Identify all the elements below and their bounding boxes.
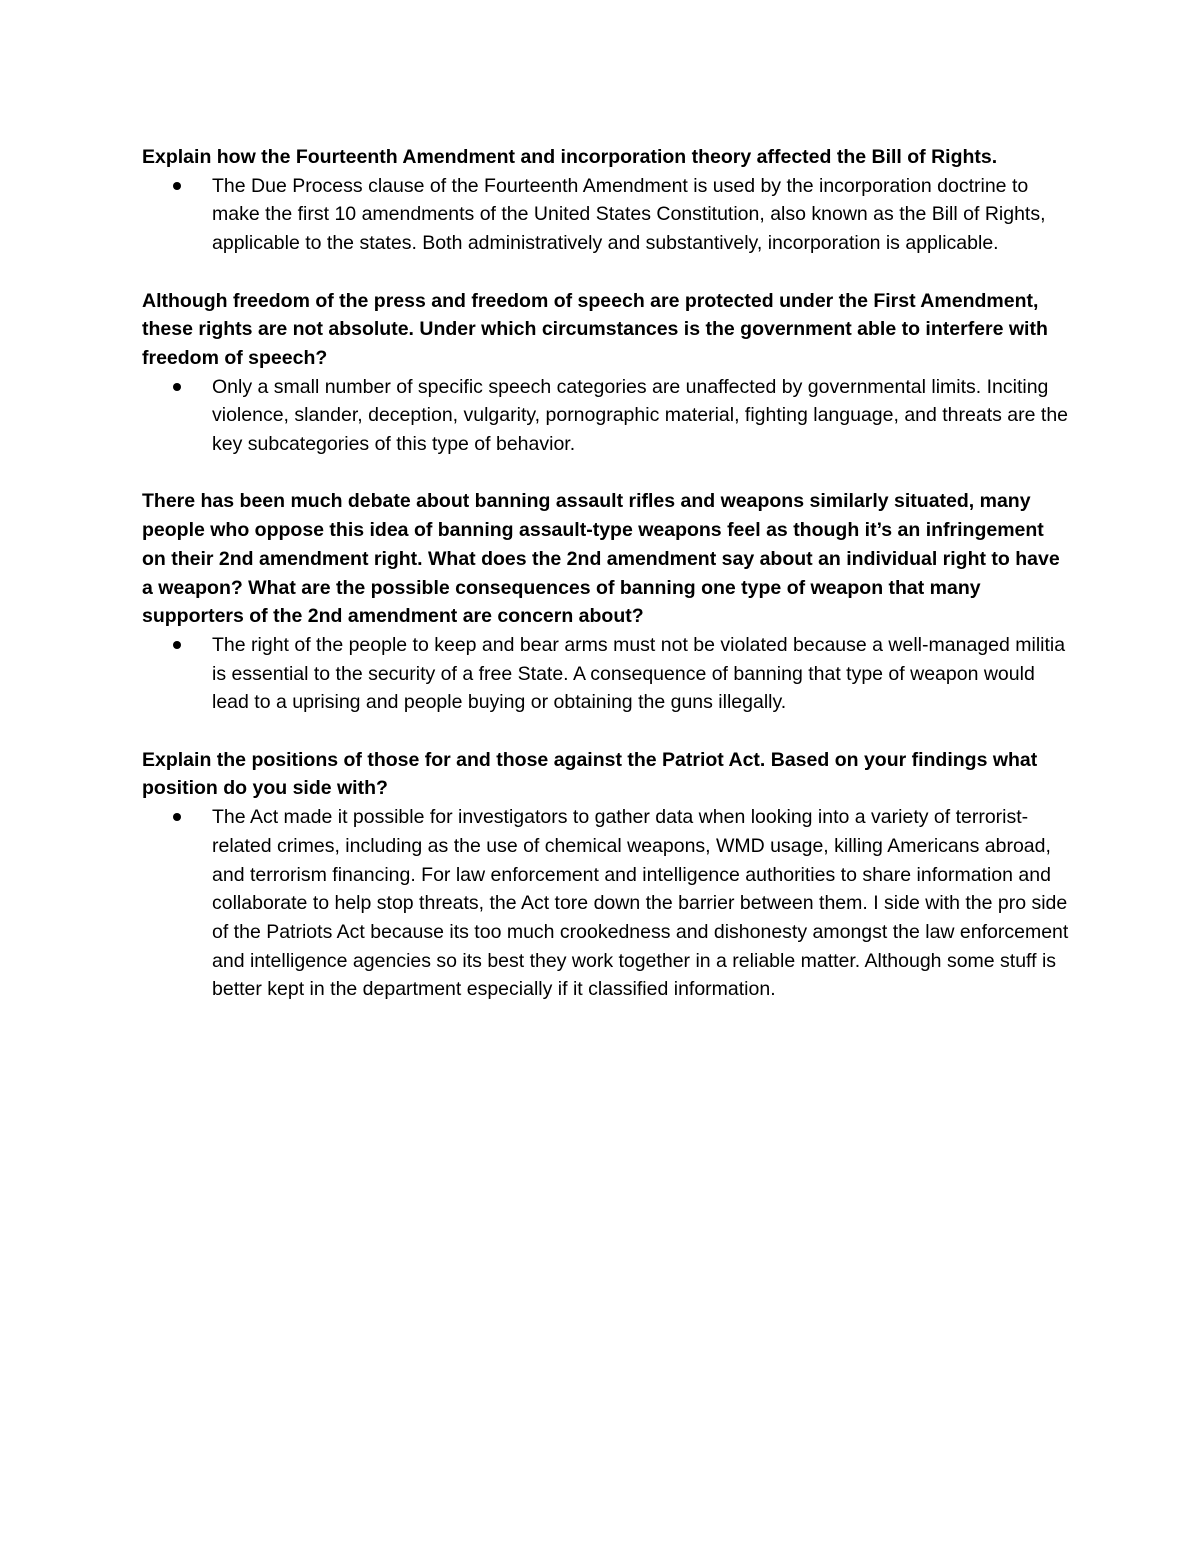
bullet-icon (173, 383, 181, 391)
qa-section-patriot-act (142, 746, 1072, 1004)
question-text: Explain how the Fourteenth Amendment and incorporation theory affected the Bill of Rights. (142, 146, 998, 168)
qa-section-fourteenth-amendment (142, 143, 1072, 258)
answer-text: The Due Process clause of the Fourteenth Amendment is used by the incorporation doctrine to make the first 10 amendments of the United States Constitution, also known as the Bill of Rights, applicable to the states. Both administratively and substantively, incorporation is applicable. (212, 174, 1046, 255)
answer-bullet-item (142, 172, 1072, 258)
question-text: Although freedom of the press and freedom of speech are protected under the First Amendment, these rights are not absolute. Under which circumstances is the government able to interfere with freedom of speech? (142, 289, 1048, 369)
bullet-icon (173, 813, 181, 821)
qa-section-second-amendment (142, 487, 1072, 717)
document-body (142, 143, 1072, 1033)
bullet-icon (173, 182, 181, 190)
answer-text: Only a small number of specific speech categories are unaffected by governmental limits. Inciting violence, slander, deception, vulgarity, pornographic material, fighting language, and threats are the key subcategories of this type of behavior. (212, 375, 1069, 456)
answer-bullet-item (142, 373, 1072, 459)
answer-bullet-item (142, 803, 1072, 1004)
answer-bullet-item (142, 631, 1072, 717)
bullet-icon (173, 641, 181, 649)
answer-text: The right of the people to keep and bear arms must not be violated because a well-managed militia is essential to the security of a free State. A consequence of banning that type of weapon would lead to a uprising and people buying or obtaining the guns illegally. (212, 633, 1066, 714)
answer-text: The Act made it possible for investigators to gather data when looking into a variety of terrorist-related crimes, including as the use of chemical weapons, WMD usage, killing Americans abroad, and terrorism financing. For law enforcement and intelligence authorities to share information and collaborate to help stop threats, the Act tore down the barrier between them. I side with the pro side of the Patriots Act because its too much crookedness and dishonesty amongst the law enforcement and intelligence agencies so its best they work together in a reliable matter. Although some stuff is better kept in the department especially if it classified information. (212, 806, 1069, 1001)
question-text: Explain the positions of those for and those against the Patriot Act. Based on your findings what position do you side with? (142, 748, 1038, 800)
qa-section-free-speech (142, 287, 1072, 459)
question-text: There has been much debate about banning assault rifles and weapons similarly situated, many people who oppose this idea of banning assault-type weapons feel as though it’s an infringement on their 2nd amendment right. What does the 2nd amendment say about an individual right to have a weapon? What are the possible consequences of banning one type of weapon that many supporters of the 2nd amendment are concern about? (142, 490, 1060, 628)
